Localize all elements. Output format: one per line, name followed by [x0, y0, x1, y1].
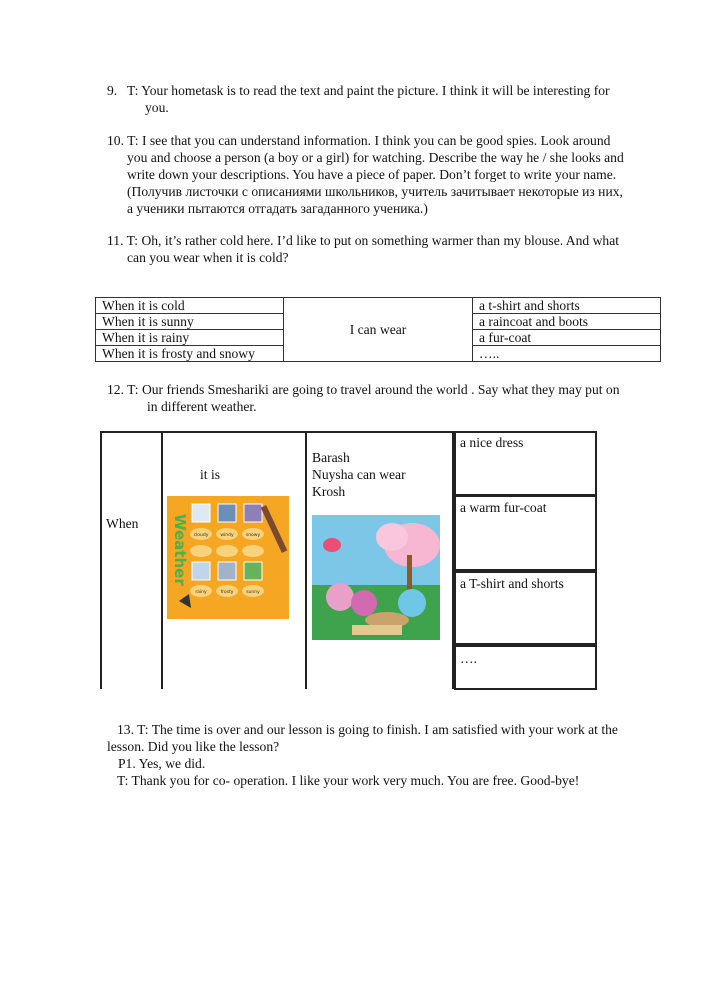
item-9-number: 9.	[107, 83, 118, 98]
weather-title-text: Weather	[171, 514, 189, 586]
table-cell: a raincoat and boots	[473, 314, 661, 330]
svg-text:windy: windy	[220, 533, 234, 538]
svg-text:cloudy: cloudy	[193, 533, 209, 538]
table2-divider-2	[305, 431, 307, 689]
svg-text:frosty: frosty	[220, 590, 234, 595]
weather-clothes-table	[95, 297, 661, 362]
item-13-line-1: 13. T: The time is over and our lesson is going to finish. I am satisfied with your work at the	[117, 722, 618, 737]
item-10-line-5: а ученики пытаются отгадать загаданного ученика.)	[127, 201, 428, 216]
weather-illustration	[167, 496, 289, 619]
table2-name-3: Krosh	[312, 484, 346, 499]
item-10-line-1: 10. T: I see that you can understand information. I think you can be good spies. Look around	[107, 133, 611, 148]
option-label: a warm fur-coat	[460, 500, 547, 515]
table-cell: When it is sunny	[96, 314, 284, 330]
item-10-line-4: (Получив листочки с описаниями школьников, учитель зачитывает некоторые из них,	[127, 184, 623, 199]
option-label: ….	[460, 651, 477, 666]
option-label: a nice dress	[460, 435, 524, 450]
item-12-line-2: in different weather.	[147, 399, 257, 414]
table-cell: When it is frosty and snowy	[96, 346, 284, 362]
item-11-line-1: 11. T: Oh, it’s rather cold here. I’d like to put on something warmer than my blouse. And what	[107, 233, 620, 248]
option-box-4	[454, 645, 597, 690]
table-cell: When it is cold	[96, 298, 284, 314]
table2-left-border	[100, 431, 102, 689]
smeshariki-picture	[312, 515, 440, 640]
table-cell: …..	[473, 346, 661, 362]
table-cell: a t-shirt and shorts	[473, 298, 661, 314]
item-13-line-2: lesson. Did you like the lesson?	[107, 739, 280, 754]
table2-it-is: it is	[200, 467, 221, 482]
item-10-line-3: write down your descriptions. You have a piece of paper. Don’t forget to write your name.	[127, 167, 617, 182]
item-13-line-3: P1. Yes, we did.	[118, 756, 206, 771]
table2-divider-1	[161, 431, 163, 689]
item-10-line-2: you and choose a person (a boy or a girl) for watching. Describe the way he / she looks and	[127, 150, 624, 165]
table-cell: a fur-coat	[473, 330, 661, 346]
item-12-line-1: 12. T: Our friends Smeshariki are going to travel around the world . Say what they may put on	[107, 382, 620, 397]
svg-text:sunny: sunny	[246, 590, 260, 595]
table2-name-1: Barash	[312, 450, 350, 465]
table-cell: When it is rainy	[96, 330, 284, 346]
option-box-3	[454, 571, 597, 645]
item-11-line-2: can you wear when it is cold?	[127, 250, 289, 265]
item-9-line-1: T: Your hometask is to read the text and paint the picture. I think it will be interesting for	[127, 83, 610, 98]
table2-when: When	[106, 516, 139, 531]
item-13-line-4: T: Thank you for co- operation. I like your work very much. You are free. Good-bye!	[117, 773, 580, 788]
option-box-2	[454, 495, 597, 571]
option-label: a T-shirt and shorts	[460, 576, 564, 591]
svg-text:rainy: rainy	[195, 590, 207, 595]
table-cell-i-can-wear: I can wear	[284, 298, 473, 362]
table2-name-2: Nuysha can wear	[312, 467, 406, 482]
option-box-1	[454, 431, 597, 496]
smeshariki-illustration	[312, 515, 440, 640]
weather-picture	[167, 496, 289, 619]
svg-text:snowy: snowy	[245, 533, 261, 538]
item-9-line-2: you.	[145, 100, 169, 115]
